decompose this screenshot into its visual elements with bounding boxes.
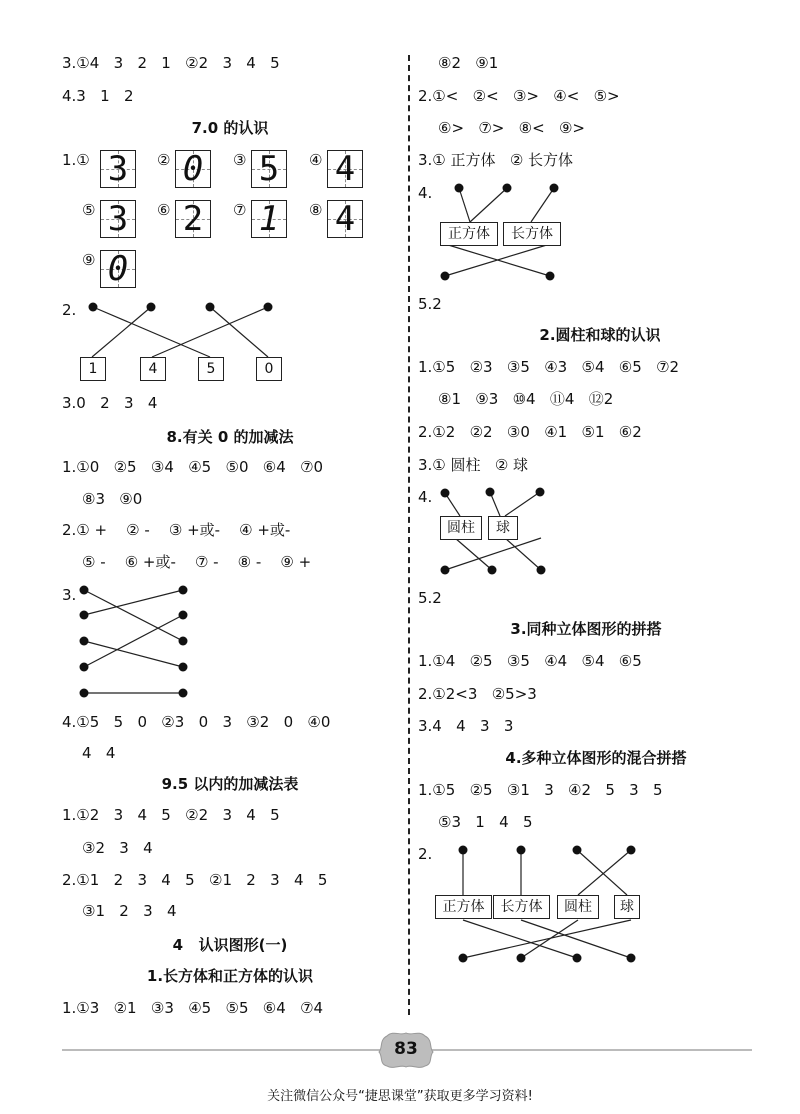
- circled-label: ⑦: [233, 201, 247, 219]
- answer-line: 1.①0 ②5 ③4 ④5 ⑤0 ⑥4 ⑦0: [62, 458, 324, 476]
- answer-line: ⑧3 ⑨0: [82, 490, 143, 508]
- answer-line: 1.①5 ②3 ③5 ④3 ⑤4 ⑥5 ⑦2: [418, 358, 680, 376]
- answer-line: ⑥> ⑦> ⑧< ⑨>: [438, 119, 585, 137]
- shape-name-box: 球: [614, 895, 640, 919]
- question-label: 4.: [418, 184, 433, 202]
- number-box: 0: [256, 357, 282, 381]
- answer-line: 2.①< ②< ③> ④< ⑤>: [418, 87, 620, 105]
- question-label: 3.: [62, 586, 77, 604]
- answer-line: 1.①5 ②5 ③1 3 ④2 5 3 5: [418, 781, 663, 799]
- page-number: 83: [394, 1039, 418, 1059]
- answer-line: 5.2: [418, 295, 442, 313]
- answer-line: 1.①2 3 4 5 ②2 3 4 5: [62, 806, 280, 824]
- answer-line: ⑧2 ⑨1: [438, 54, 499, 72]
- section-heading: 9.5 以内的加减法表: [161, 775, 299, 793]
- answer-line: 2.①2<3 ②5>3: [418, 685, 537, 703]
- answer-line: 2.①1 2 3 4 5 ②1 2 3 4 5: [62, 871, 328, 889]
- shape-name-box: 圆柱: [557, 895, 599, 919]
- question-label: 4.: [418, 488, 433, 506]
- answer-line: 3.① 圆柱 ② 球: [418, 456, 529, 474]
- shape-name-box: 长方体: [503, 222, 561, 246]
- circled-label: ③: [233, 151, 247, 169]
- answer-line: 2.① + ② - ③ +或- ④ +或-: [62, 521, 291, 539]
- digit-writing-box: 4: [327, 150, 363, 188]
- unit-heading: 4 认识图形(一): [172, 936, 288, 954]
- digit-writing-box: 4: [327, 200, 363, 238]
- shape-name-box: 球: [488, 516, 518, 540]
- number-box: 4: [140, 357, 166, 381]
- section-heading: 8.有关 0 的加减法: [166, 428, 294, 446]
- answer-line: 3.0 2 3 4: [62, 394, 158, 412]
- digit-writing-box: 3: [100, 200, 136, 238]
- digit-writing-box: 3: [100, 150, 136, 188]
- shape-name-box: 圆柱: [440, 516, 482, 540]
- answer-line: 1.①3 ②1 ③3 ④5 ⑤5 ⑥4 ⑦4: [62, 999, 324, 1017]
- circled-label: ⑨: [82, 251, 96, 269]
- question-label: 1.①: [62, 151, 90, 169]
- answer-line: 3.①4 3 2 1 ②2 3 4 5: [62, 54, 280, 72]
- shape-name-box: 长方体: [493, 895, 550, 919]
- answer-line: ③1 2 3 4: [82, 902, 177, 920]
- answer-line: 3.① 正方体 ② 长方体: [418, 151, 574, 169]
- answer-line: 4.3 1 2: [62, 87, 134, 105]
- page-number-badge: [377, 1030, 435, 1070]
- question-label: 2.: [418, 845, 433, 863]
- circled-label: ⑧: [309, 201, 323, 219]
- answer-line: ⑤ - ⑥ +或- ⑦ - ⑧ - ⑨ +: [82, 553, 312, 571]
- answer-line: 2.①2 ②2 ③0 ④1 ⑤1 ⑥2: [418, 423, 642, 441]
- answer-line: 3.4 4 3 3: [418, 717, 514, 735]
- section-heading: 4.多种立体图形的混合拼搭: [505, 749, 687, 767]
- digit-writing-box: 1: [251, 200, 287, 238]
- number-box: 1: [80, 357, 106, 381]
- section-heading: 1.长方体和正方体的认识: [146, 967, 314, 985]
- footer-note: 关注微信公众号“捷思课堂”获取更多学习资料!: [267, 1089, 533, 1104]
- answer-line: 5.2: [418, 589, 442, 607]
- digit-writing-box: 0: [175, 150, 211, 188]
- shape-name-box: 正方体: [440, 222, 498, 246]
- number-box: 5: [198, 357, 224, 381]
- digit-writing-box: 5: [251, 150, 287, 188]
- shape-name-box: 正方体: [435, 895, 492, 919]
- digit-writing-box: 2: [175, 200, 211, 238]
- circled-label: ⑥: [157, 201, 171, 219]
- section-heading: 7.0 的认识: [191, 119, 269, 137]
- circled-label: ④: [309, 151, 323, 169]
- digit-writing-box: 0: [100, 250, 136, 288]
- answer-line: ③2 3 4: [82, 839, 153, 857]
- answer-line: 4 4: [82, 744, 116, 762]
- answer-line: 1.①4 ②5 ③5 ④4 ⑤4 ⑥5: [418, 652, 642, 670]
- section-heading: 3.同种立体图形的拼搭: [510, 620, 662, 638]
- footer-rule: [430, 1049, 752, 1051]
- answer-line: ⑤3 1 4 5: [438, 813, 533, 831]
- section-heading: 2.圆柱和球的认识: [539, 326, 661, 344]
- circled-label: ⑤: [82, 201, 96, 219]
- answer-line: ⑧1 ⑨3 ⑩4 ⑪4 ⑫2: [438, 390, 614, 408]
- answer-line: 4.①5 5 0 ②3 0 3 ③2 0 ④0: [62, 713, 331, 731]
- footer-rule: [62, 1049, 382, 1051]
- question-label: 2.: [62, 301, 77, 319]
- circled-label: ②: [157, 151, 171, 169]
- column-divider: [408, 55, 410, 1015]
